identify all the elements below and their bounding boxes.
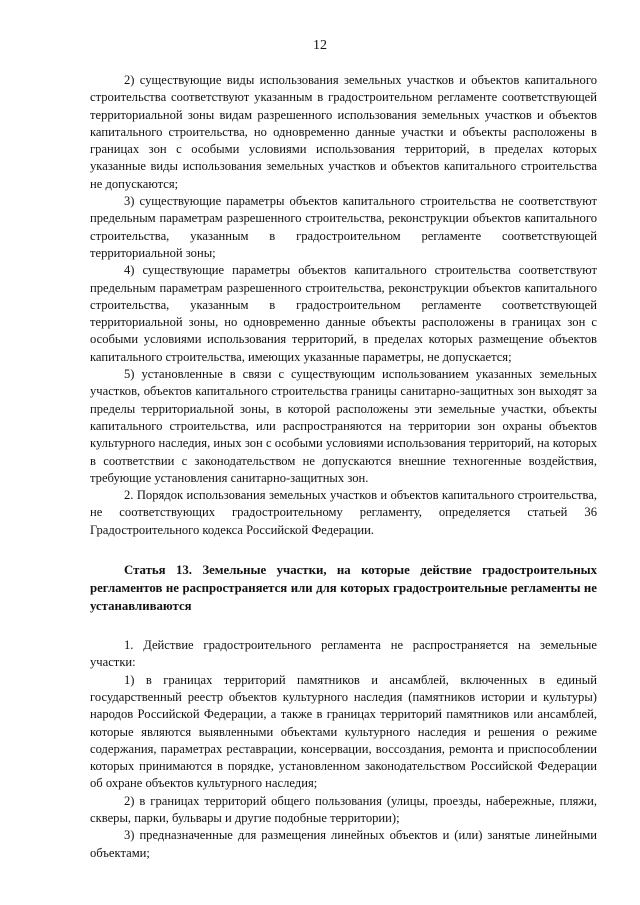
article-heading: Статья 13. Земельные участки, на которые действие градостроительных регламентов не распространяется или для которых градостроительные регламенты не устанавливаются xyxy=(90,563,597,614)
paragraph-item-1: 1. Действие градостроительного регламента не распространяется на земельные участки: xyxy=(90,638,597,670)
list-item: 5) установленные в связи с существующим использованием указанных земельных участков, объектов капитального строительства границы санитарно-защитных зон выходят за пределы территориальной зоны, в которой расположены эти земельные участки, объекты капитального строительства, или распространяются на территории зон охраны объектов культурного наследия, иных зон с особыми условиями использования территорий, на которых в соответствии с законодательством не допускаются внешние техногенные воздействия, требующие установления санитарно-защитных зон. xyxy=(90,367,597,485)
document-body xyxy=(90,72,597,862)
list-item: 4) существующие параметры объектов капитального строительства соответствуют предельным параметрам разрешенного строительства, реконструкции объектов капитального строительства, указанным в градостроительном регламенте соответствующей территориальной зоны, но одновременно данные объекты расположены в границах зон с особыми условиями использования территорий, в пределах которых размещение объектов капитального строительства, имеющих указанные параметры, не допускается; xyxy=(90,263,597,364)
spacer xyxy=(90,615,597,637)
list-item: 3) предназначенные для размещения линейных объектов и (или) занятые линейными объектами; xyxy=(90,828,597,860)
list-item: 2) в границах территорий общего пользования (улицы, проезды, набережные, пляжи, скверы, парки, бульвары и другие подобные территории); xyxy=(90,793,597,825)
paragraph-item-2: 2. Порядок использования земельных участков и объектов капитального строительства, не соответствующих градостроительному регламенту, определяется статьей 36 Градостроительного кодекса Российской Федерации. xyxy=(90,488,597,537)
spacer xyxy=(90,539,597,561)
list-item: 2) существующие виды использования земельных участков и объектов капитального строительства соответствуют указанным в градостроительном регламенте соответствующей территориальной зоны видам разрешенного использования земельных участков и объектов капитального строительства, но одновременно данные участки и объекты расположены в границах зон с особыми условиями использования территорий, в пределах которых указанные виды использования земельных участков и объектов капитального строительства не допускаются; xyxy=(90,73,597,191)
list-item: 1) в границах территорий памятников и ансамблей, включенных в единый государственный реестр объектов культурного наследия (памятников истории и культуры) народов Российской Федерации, а также в границах территорий памятников или ансамблей, которые являются выявленными объектами культурного наследия и решения о режиме содержания, параметрах реставрации, консервации, воссоздания, ремонта и приспособлении которых принимаются в порядке, установленном законодательством Российской Федерации об охране объектов культурного наследия; xyxy=(90,672,597,791)
list-item: 3) существующие параметры объектов капитального строительства не соответствуют предельным параметрам разрешенного строительства, реконструкции объектов капитального строительства, указанным в градостроительном регламенте соответствующей территориальной зоны; xyxy=(90,194,597,260)
page-number: 12 xyxy=(313,38,327,53)
